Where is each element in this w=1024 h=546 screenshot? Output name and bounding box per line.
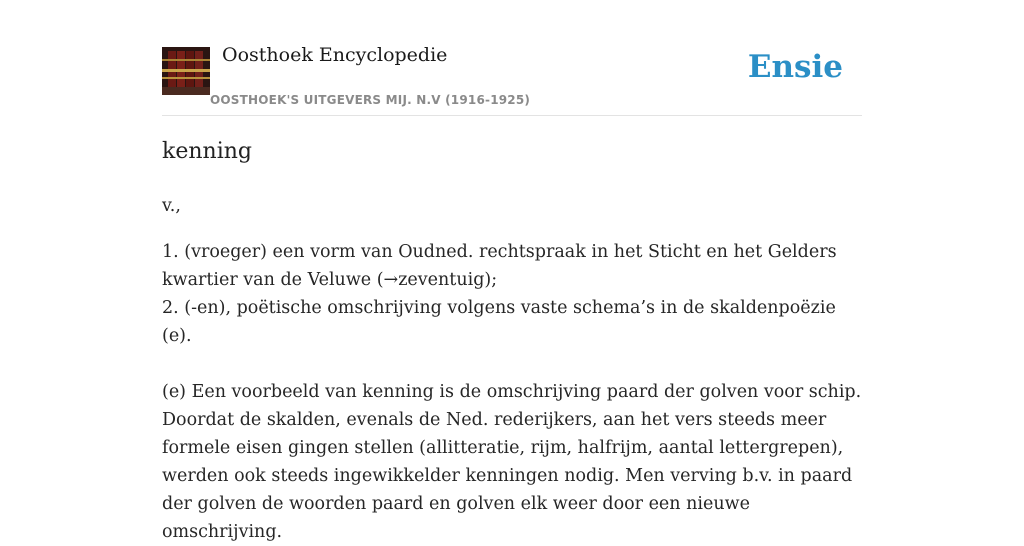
publisher-label: OOSTHOEK'S UITGEVERS MIJ. N.V (1916-1925) xyxy=(210,93,531,107)
page-title: kenning xyxy=(162,139,252,164)
entry-body xyxy=(162,192,862,546)
source-title[interactable]: Oosthoek Encyclopedie xyxy=(222,44,448,66)
paragraph-gap xyxy=(162,350,862,378)
header-divider xyxy=(162,115,862,116)
definition-1: 1. (vroeger) een vorm van Oudned. rechtspraak in het Sticht en het Gelders kwartier van de Veluwe (→zeventuig); xyxy=(162,242,837,290)
grammar-label: v., xyxy=(162,196,181,216)
brand-logo[interactable]: Ensie xyxy=(747,49,843,85)
definition-2: 2. (-en), poëtische omschrijving volgens vaste schema’s in de skaldenpoëzie (e). xyxy=(162,298,836,346)
book-spines-icon[interactable] xyxy=(162,47,210,95)
entry-note: (e) Een voorbeeld van kenning is de omschrijving paard der golven voor schip. Doordat de skalden, evenals de Ned. rederijkers, aan het vers steeds meer formele eisen gingen stellen (allitteratie, rijm, halfrijm, aantal lettergrepen), werden ook steeds ingewikkelder kenningen nodig. Men verving b.v. in paard der golven de woorden paard en golven elk weer door een nieuwe omschrijving. xyxy=(162,382,862,542)
